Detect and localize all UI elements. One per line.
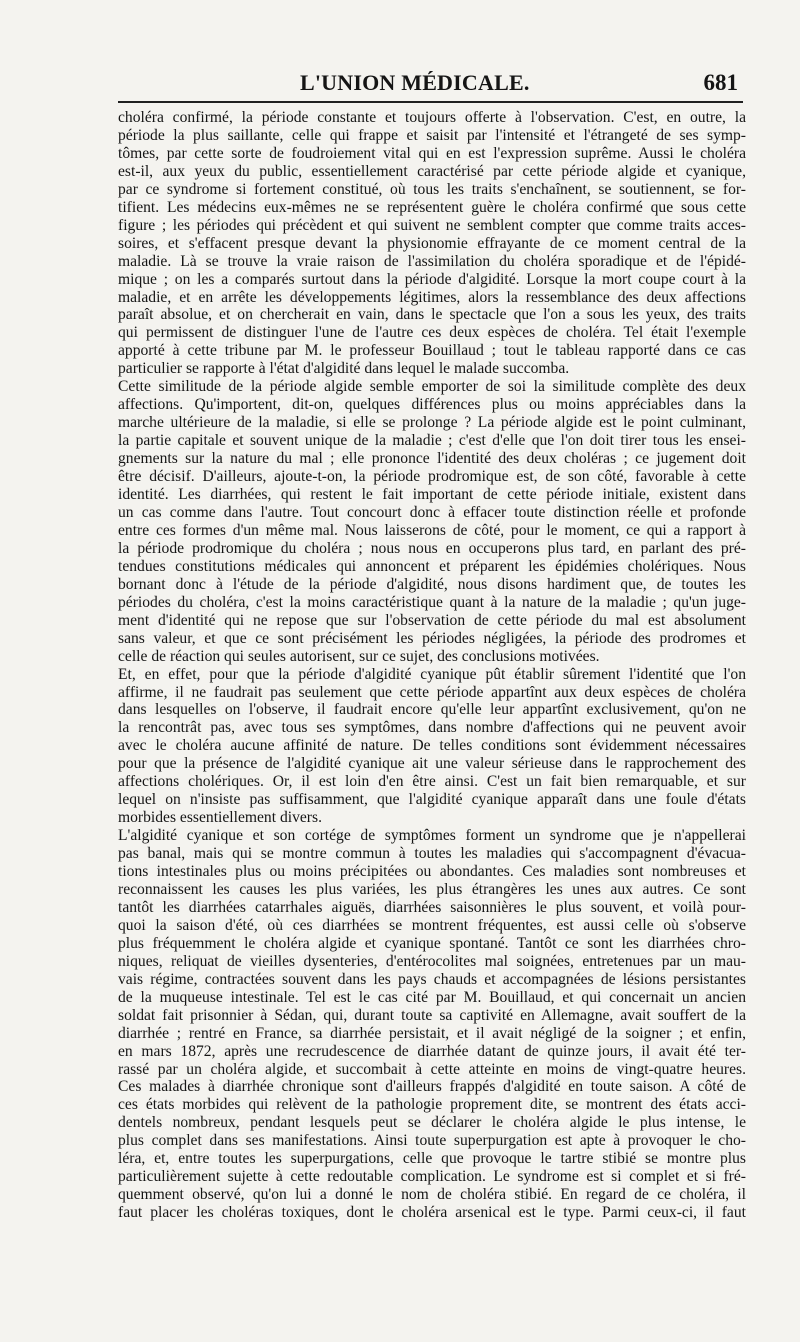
text-line: ment d'identité qui ne repose que sur l'observation de cette période du mal est absolument: [118, 611, 746, 629]
text-line: la partie capitale et souvent unique de la maladie ; c'est d'elle que l'on doit tirer tous les ensei-: [118, 432, 746, 450]
page-number: 681: [703, 70, 738, 95]
text-line: morbides essentiellement divers.: [118, 809, 322, 827]
text-line: vais régime, contractées souvent dans les pays chauds et accompagnées de lésions persistantes: [118, 970, 746, 988]
text-line: la période prodromique du choléra ; nous nous en occuperons plus tard, en parlant des pré-: [118, 539, 746, 557]
text-line: L'algidité cyanique et son cortége de symptômes forment un syndrome que je n'appellerai: [118, 827, 746, 845]
text-line: choléra confirmé, la période constante et toujours offerte à l'observation. C'est, en outre, la: [118, 109, 746, 126]
text-line: dans lesquelles on l'observe, il faudrait encore qu'elle leur appartînt exclusivement, qu'on ne: [118, 701, 746, 719]
text-line: en mars 1872, après une recrudescence de diarrhée datant de quinze jours, il avait été ter-: [118, 1042, 746, 1060]
running-title: L'UNION MÉDICALE.: [300, 70, 530, 95]
text-line: sans valeur, et que ce sont précisément les périodes négligées, la période des prodromes et: [118, 629, 746, 647]
text-line: gnements sur la nature du mal ; elle prononce l'identité des deux choléras ; ce jugement doit: [118, 450, 746, 468]
text-line: tifient. Les médecins eux-mêmes ne se représentent guère le choléra confirmé que sous cette: [118, 198, 746, 216]
text-line: être décisif. D'ailleurs, ajoute-t-on, la période prodromique est, de son côté, favorable à cette: [118, 468, 746, 486]
text-line: tions intestinales plus ou moins précipitées ou abondantes. Ces maladies sont nombreuses et: [118, 863, 746, 881]
text-line: tômes, par cette sorte de foudroiement vital qui en est l'expression suprême. Aussi le choléra: [118, 144, 746, 162]
text-line: plus complet dans ses manifestations. Ainsi toute superpurgation est apte à provoquer le cho-: [118, 1132, 746, 1150]
text-line: lequel on n'insiste pas suffisamment, que l'algidité cyanique apparaît dans une foule d'états: [118, 791, 746, 809]
text-line: particulièrement sujette à cette redoutable complication. Le syndrome est si complet et si fré-: [118, 1168, 746, 1186]
text-line: dentels nombreux, pendant lesquels peut se déclarer le choléra algide le plus intense, le: [118, 1114, 746, 1132]
text-line: figure ; les périodes qui précèdent et qui suivent ne semblent compter que comme traits acces-: [118, 216, 746, 234]
text-line: un cas comme dans l'autre. Tout concourt donc à effacer toute distinction réelle et profonde: [118, 503, 746, 521]
text-line: mique ; on les a comparés surtout dans la période d'algidité. Lorsque la mort coupe court à la: [118, 270, 746, 288]
text-line: particulier se rapporte à l'état d'algidité dans lequel le malade succomba.: [118, 360, 570, 378]
text-line: avec le choléra aucune affinité de nature. De telles conditions sont évidemment nécessaires: [118, 737, 746, 755]
text-line: plus fréquemment le choléra algide et cyanique spontané. Tantôt ce sont les diarrhées chro-: [118, 934, 746, 952]
text-line: affections cholériques. Or, il est loin d'en être ainsi. C'est un fait bien remarquable, et sur: [118, 773, 746, 791]
page-header: [118, 70, 738, 104]
text-line: de la muqueuse intestinale. Tel est le cas cité par M. Bouillaud, et qui concernait un ancien: [118, 988, 746, 1006]
text-line: paraît absolue, et on chercherait en vain, dans le spectacle que l'on a sous les yeux, des traits: [118, 306, 746, 324]
text-line: soldat fait prisonnier à Sédan, qui, durant toute sa captivité en Allemagne, avait souffert de la: [118, 1006, 746, 1024]
text-line: tendues constitutions médicales qui annoncent et préparent les épidémies cholériques. Nous: [118, 557, 746, 575]
text-line: celle de réaction qui seules autorisent, sur ce sujet, des conclusions motivées.: [118, 647, 600, 665]
text-line: affections. Qu'importent, dit-on, quelques différences plus ou moins appréciables dans la: [118, 396, 746, 414]
text-line: entre ces formes d'un même mal. Nous laisserons de côté, pour le moment, ce qui a rapport à: [118, 521, 746, 539]
text-line: faut placer les choléras toxiques, dont le choléra arsenical est le type. Parmi ceux-ci, il faut: [118, 1204, 746, 1222]
text-line: niques, reliquat de vieilles dysenteries, d'entérocolites mal soignées, entretenues par un mau-: [118, 952, 746, 970]
text-line: soires, et s'effacent presque devant la physionomie effrayante de ce moment central de la: [118, 234, 746, 252]
text-line: qui permissent de distinguer l'une de l'autre ces deux espèces de choléra. Tel était l'exemple: [118, 324, 746, 342]
text-line: période la plus saillante, celle qui frappe et saisit par l'intensité et l'étrangeté de ses symp-: [118, 126, 746, 144]
text-line: Et, en effet, pour que la période d'algidité cyanique pût établir sûrement l'identité que l'on: [118, 665, 746, 683]
text-line: quemment observé, qu'on lui a donné le nom de choléra stibié. En regard de ce choléra, il: [118, 1186, 746, 1204]
text-line: diarrhée ; rentré en France, sa diarrhée persistait, et il avait négligé de la soigner ; et enfin,: [118, 1024, 746, 1042]
text-line: identité. Les diarrhées, qui restent le fait important de cette période initiale, existent dans: [118, 486, 746, 504]
text-line: reconnaissent les causes les plus variées, les plus étrangères les unes aux autres. Ce sont: [118, 880, 746, 898]
text-line: ces états morbides qui relèvent de la pathologie proprement dite, se montrent des états acci-: [118, 1096, 746, 1114]
text-line: apporté à cette tribune par M. le professeur Bouillaud ; tout le tableau rapporté dans ce cas: [118, 342, 746, 360]
text-line: quoi la saison d'été, où ces diarrhées se montrent fréquentes, est aussi celle où s'observe: [118, 916, 746, 934]
text-line: [118, 1222, 746, 1240]
text-line: bornant donc à l'étude de la période d'algidité, nous disons hardiment que, de toutes les: [118, 575, 746, 593]
text-line: léra, et, entre toutes les superpurgations, celle que provoque le tartre stibié se montre plus: [118, 1150, 746, 1168]
text-line: Ces malades à diarrhée chronique sont d'ailleurs frappés d'algidité en toute saison. A côté de: [118, 1078, 746, 1096]
main-text: [118, 109, 746, 1240]
text-line: rassé par un choléra algide, et succombait à cette atteinte en moins de vingt-quatre heures.: [118, 1060, 746, 1078]
text-line: tantôt les diarrhées catarrhales aiguës, diarrhées saisonnières le plus souvent, et voilà pour-: [118, 898, 746, 916]
text-line: périodes du choléra, c'est la moins caractéristique quant à la nature de la maladie ; qu'un juge-: [118, 593, 746, 611]
text-line: maladie. Là se trouve la vraie raison de l'assimilation du choléra sporadique et de l'épidé-: [118, 252, 746, 270]
text-line: maladie, et en arrête les développements légitimes, alors la ressemblance des deux affections: [118, 288, 746, 306]
text-line: est-il, aux yeux du public, essentiellement caractérisé par cette période algide et cyanique,: [118, 162, 746, 180]
text-line: affirme, il ne faudrait pas seulement que cette période appartînt aux deux espèces de choléra: [118, 683, 746, 701]
text-line: par ce syndrome si fortement constitué, où tous les traits s'enchaînent, se soutiennent, se for-: [118, 180, 746, 198]
text-line: marche ultérieure de la maladie, si elle se prolonge ? La période algide est le point culminant,: [118, 414, 746, 432]
text-line: Cette similitude de la période algide semble emporter de soi la similitude complète des deux: [118, 378, 746, 396]
text-line: pour que la présence de l'algidité cyanique ait une valeur sérieuse dans le rapprochement des: [118, 755, 746, 773]
header-rule: [118, 101, 743, 103]
text-line: pas banal, mais qui se montre commun à toutes les maladies qui s'accompagnent d'évacua-: [118, 845, 746, 863]
text-line: la rencontrât pas, avec tous ses symptômes, dans nombre d'affections qui ne peuvent avoir: [118, 719, 746, 737]
